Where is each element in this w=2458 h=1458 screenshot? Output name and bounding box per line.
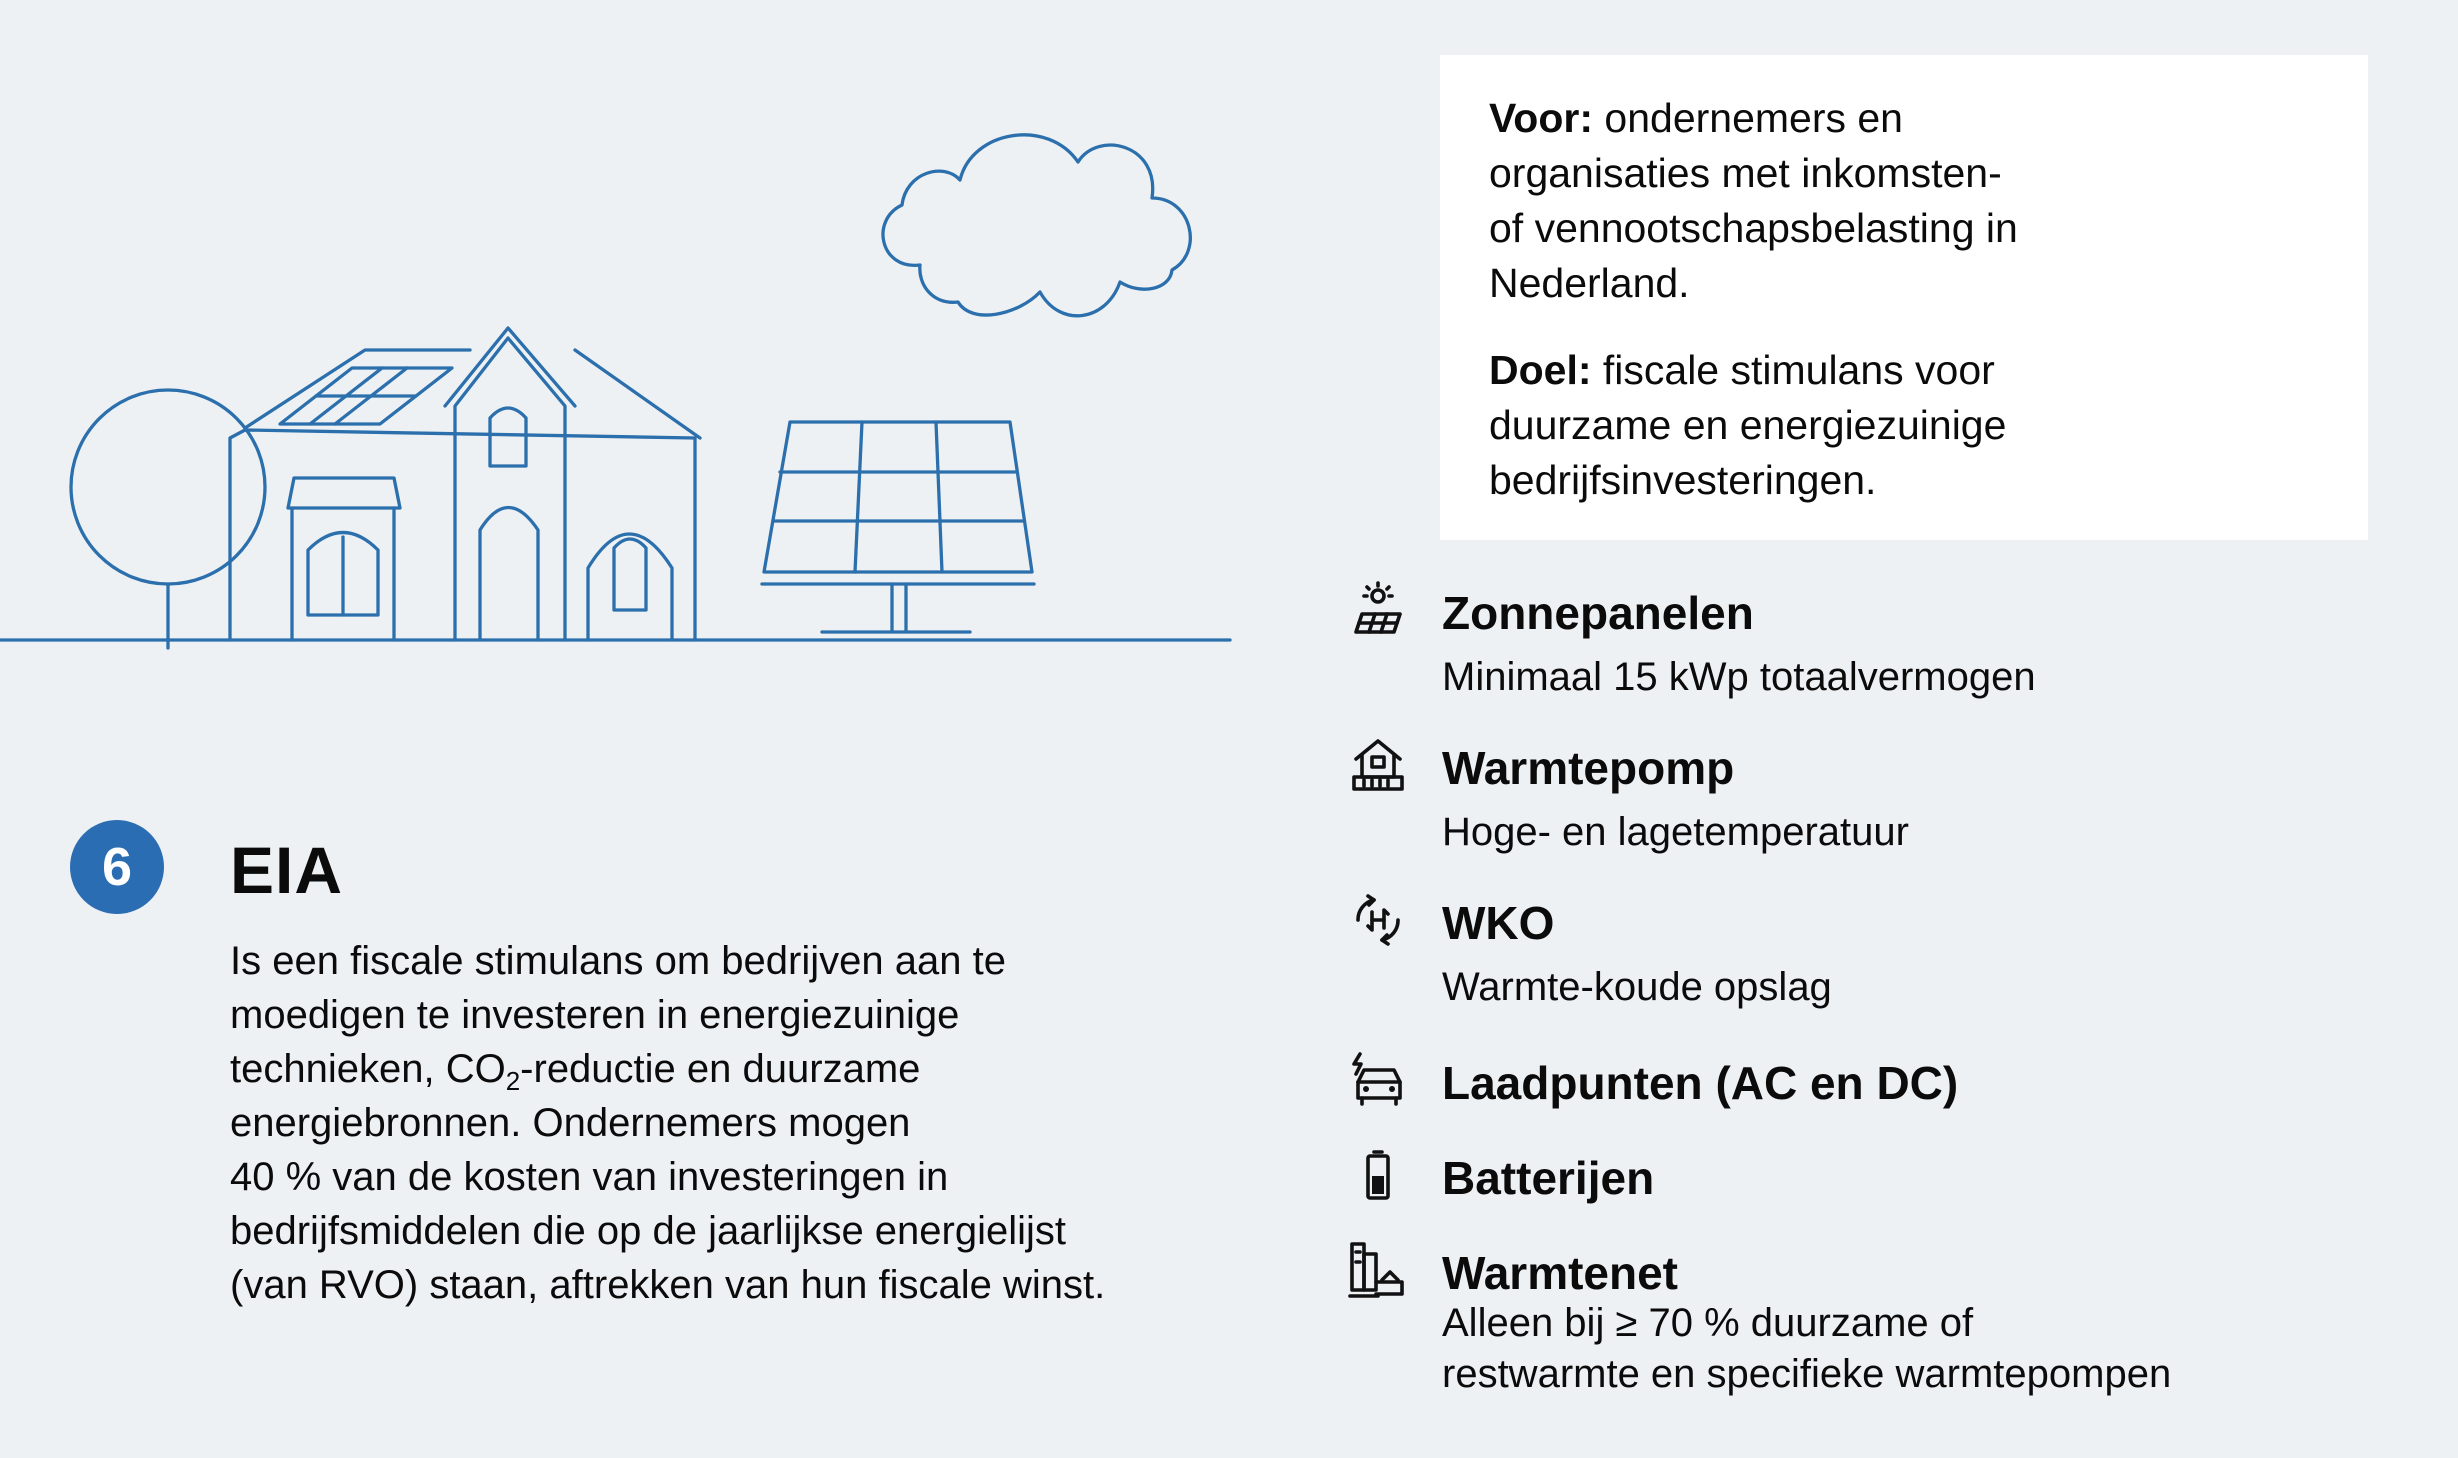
item-title: Batterijen <box>1442 1152 1655 1204</box>
item-title: Warmtepomp <box>1442 742 1735 794</box>
solar-panel-icon <box>1348 580 1408 640</box>
heat-pump-icon <box>1348 735 1408 795</box>
item-title: Zonnepanelen <box>1442 587 1754 639</box>
item-subtitle: Warmte-koude opslag <box>1442 965 1832 1009</box>
step-number-badge: 6 <box>70 820 164 914</box>
item-title: Warmtenet <box>1442 1247 1678 1299</box>
tree-icon <box>71 390 265 584</box>
section-title: EIA <box>230 833 344 907</box>
target-info-box <box>1440 55 2368 540</box>
item-title: Laadpunten (AC en DC) <box>1442 1057 1959 1109</box>
item-title: WKO <box>1442 897 1555 949</box>
item-subtitle: Minimaal 15 kWp totaalvermogen <box>1442 655 2036 699</box>
ev-charging-icon <box>1348 1050 1408 1110</box>
section-description: Is een fiscale stimulans om bedrijven aan te moedigen te investeren in energiezuinige technieken, $CO_2$-reductie en duurzame energiebronnen. Ondernemers mogen 40 % van de kosten van investeringen in bedrijfsmiddelen die op de jaarlijkse energielijst (van RVO) staan, aftrekken van hun fiscale winst. <box>230 939 1106 1307</box>
item-subtitle: Alleen bij ≥ 70 % duurzame of restwarmte en specifieke warmtepompen <box>1442 1301 2172 1396</box>
item-subtitle: Hoge- en lagetemperatuur <box>1442 810 1909 854</box>
battery-icon <box>1348 1146 1408 1206</box>
target-audience: Voor: ondernemers en organisaties met inkomsten- of vennootschapsbelasting in Nederland. <box>1489 95 2018 306</box>
cloud-icon <box>883 135 1190 316</box>
house-solar-illustration <box>0 100 1240 660</box>
ground-solar-panel-icon <box>762 422 1034 632</box>
thermal-storage-icon <box>1348 890 1408 950</box>
heat-network-icon <box>1348 1240 1408 1300</box>
goal: Doel: fiscale stimulans voor duurzame en energiezuinige bedrijfsinvesteringen. <box>1489 347 2007 503</box>
